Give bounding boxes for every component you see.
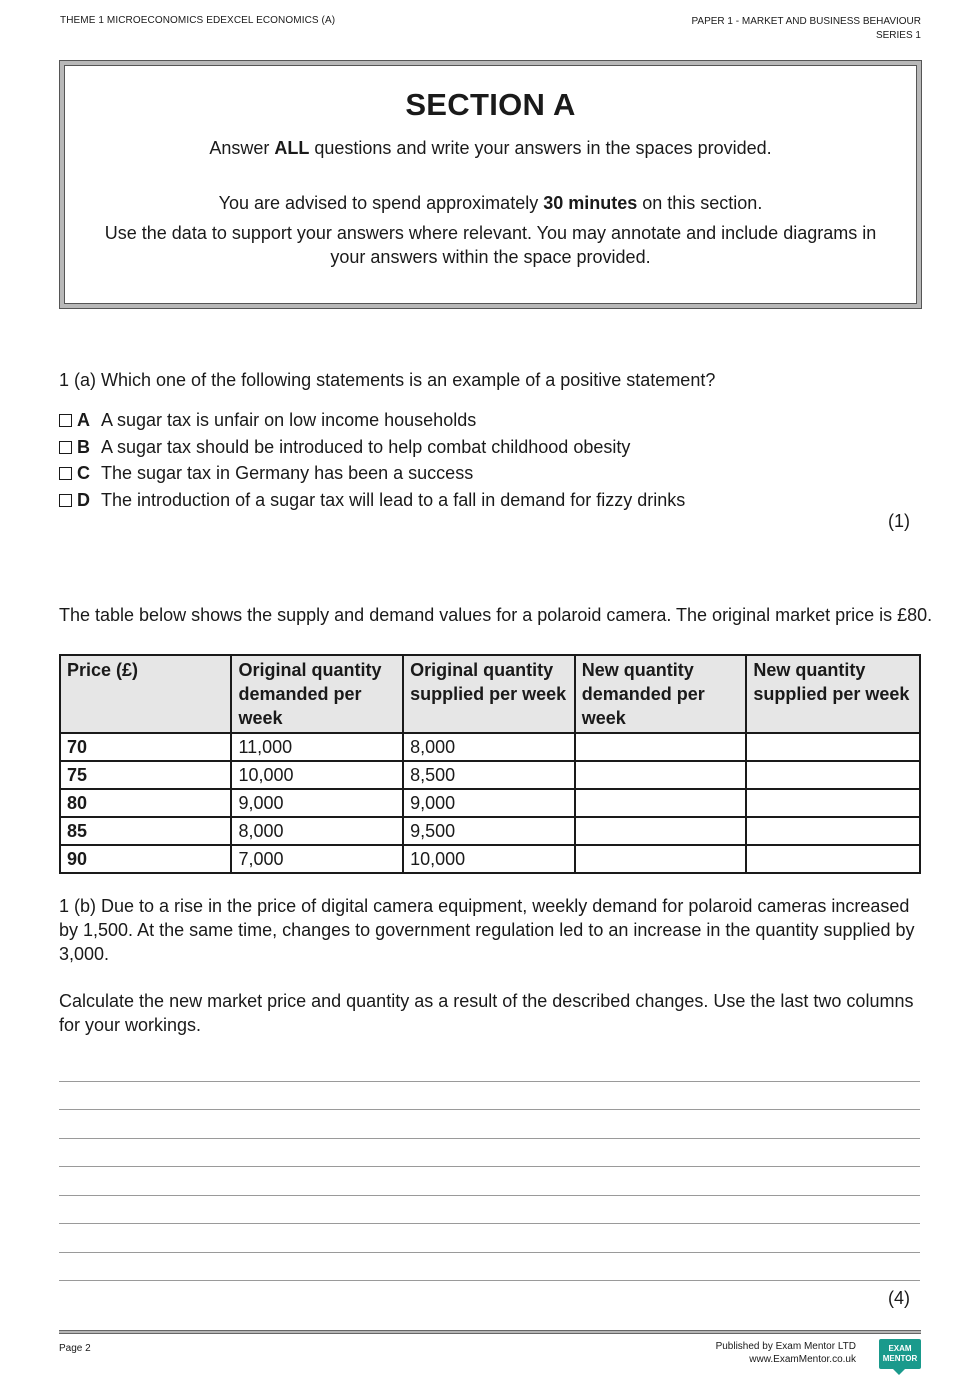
answer-line[interactable] <box>59 1280 920 1281</box>
instruction-text: You are advised to spend approximately <box>218 193 544 213</box>
option-letter: A <box>77 410 90 430</box>
header-paper <box>691 15 921 43</box>
option-text: The sugar tax in Germany has been a success <box>101 463 474 483</box>
orig-supply-cell: 9,000 <box>403 789 575 817</box>
section-instructions-box <box>60 61 921 308</box>
marks-1a: (1) <box>888 511 910 531</box>
new-demand-cell[interactable] <box>575 817 747 845</box>
table-row <box>60 845 920 873</box>
header-series: SERIES 1 <box>875 30 921 41</box>
price-cell: 80 <box>60 789 231 817</box>
price-cell: 85 <box>60 817 231 845</box>
option-letter: B <box>77 436 90 457</box>
option-text: A sugar tax is unfair on low income households <box>101 410 477 430</box>
option-b[interactable] <box>59 435 685 462</box>
header-orig-supply: Original quantity supplied per week <box>403 655 575 733</box>
option-a[interactable] <box>59 408 685 435</box>
instruction-text: on this section. <box>637 193 763 213</box>
question-1b: 1 (b) Due to a rise in the price of digital camera equipment, weekly demand for polaroid cameras increased by 1,500. At the same time, changes to government regulation led to an increase in the quantity supplied by 3,000. <box>59 896 915 964</box>
table-row <box>60 733 920 761</box>
new-supply-cell[interactable] <box>746 817 920 845</box>
orig-supply-cell: 9,500 <box>403 817 575 845</box>
publisher-info <box>716 1340 856 1366</box>
logo-text: MENTOR <box>882 1354 918 1363</box>
price-cell: 75 <box>60 761 231 789</box>
table-row <box>60 817 920 845</box>
answer-line[interactable] <box>59 1195 920 1196</box>
option-letter: D <box>77 489 90 510</box>
option-letter: C <box>77 463 90 483</box>
instruction-answer-all <box>84 136 897 160</box>
header-price: Price (£) <box>60 655 231 733</box>
new-demand-cell[interactable] <box>575 845 747 873</box>
orig-demand-cell: 11,000 <box>231 733 403 761</box>
exam-mentor-logo <box>879 1339 921 1369</box>
option-text: The introduction of a sugar tax will lead to a fall in demand for fizzy drinks <box>101 489 686 510</box>
instruction-emphasis: 30 minutes <box>543 193 638 213</box>
publisher-name: Published by Exam Mentor LTD <box>715 1341 856 1352</box>
instruction-time <box>84 191 897 215</box>
orig-demand-cell: 10,000 <box>231 761 403 789</box>
instruction-text: Answer <box>209 138 275 158</box>
new-demand-cell[interactable] <box>575 733 747 761</box>
table-intro: The table below shows the supply and demand values for a polaroid camera. The original market price is £80. <box>59 605 933 625</box>
question-1b-task: Calculate the new market price and quantity as a result of the described changes. Use the last two columns for your workings. <box>59 991 914 1035</box>
answer-line[interactable] <box>59 1252 920 1253</box>
publisher-website: www.ExamMentor.co.uk <box>749 1354 856 1365</box>
instruction-emphasis: ALL <box>274 138 310 158</box>
checkbox-icon[interactable] <box>59 467 72 480</box>
supply-demand-table <box>59 654 921 874</box>
option-d[interactable] <box>59 488 685 515</box>
table-row <box>60 789 920 817</box>
header-theme: THEME 1 MICROECONOMICS EDEXCEL ECONOMICS (A) <box>60 15 336 26</box>
instruction-text: questions and write your answers in the spaces provided. <box>309 138 772 158</box>
orig-demand-cell: 7,000 <box>231 845 403 873</box>
price-cell: 90 <box>60 845 231 873</box>
option-text: A sugar tax should be introduced to help combat childhood obesity <box>101 436 631 457</box>
section-title: SECTION A <box>405 87 576 122</box>
new-supply-cell[interactable] <box>746 789 920 817</box>
new-demand-cell[interactable] <box>575 789 747 817</box>
header-new-demand: New quantity demanded per week <box>575 655 747 733</box>
marks-1b: (4) <box>888 1288 910 1308</box>
answer-line[interactable] <box>59 1166 920 1167</box>
header-orig-demand: Original quantity demanded per week <box>231 655 403 733</box>
header-new-supply: New quantity supplied per week <box>746 655 920 733</box>
option-c[interactable] <box>59 461 685 488</box>
checkbox-icon[interactable] <box>59 494 72 507</box>
footer-divider <box>59 1330 921 1334</box>
new-supply-cell[interactable] <box>746 845 920 873</box>
new-supply-cell[interactable] <box>746 761 920 789</box>
checkbox-icon[interactable] <box>59 441 72 454</box>
orig-supply-cell: 8,000 <box>403 733 575 761</box>
page-number: Page 2 <box>59 1343 91 1354</box>
answer-line[interactable] <box>59 1223 920 1224</box>
answer-line[interactable] <box>59 1109 920 1110</box>
table-header-row <box>60 655 920 733</box>
checkbox-icon[interactable] <box>59 414 72 427</box>
answer-options <box>59 408 685 514</box>
price-cell: 70 <box>60 733 231 761</box>
orig-supply-cell: 10,000 <box>403 845 575 873</box>
new-demand-cell[interactable] <box>575 761 747 789</box>
table-row <box>60 761 920 789</box>
logo-text: EXAM <box>888 1344 912 1353</box>
question-1a: 1 (a) Which one of the following statements is an example of a positive statement? <box>59 370 716 390</box>
answer-line[interactable] <box>59 1081 920 1082</box>
orig-demand-cell: 8,000 <box>231 817 403 845</box>
answer-line[interactable] <box>59 1138 920 1139</box>
new-supply-cell[interactable] <box>746 733 920 761</box>
orig-demand-cell: 9,000 <box>231 789 403 817</box>
orig-supply-cell: 8,500 <box>403 761 575 789</box>
instruction-data-use: Use the data to support your answers where relevant. You may annotate and include diagrams in your answers within the space provided. <box>104 223 877 267</box>
header-paper-title: PAPER 1 - MARKET AND BUSINESS BEHAVIOUR <box>691 16 921 27</box>
